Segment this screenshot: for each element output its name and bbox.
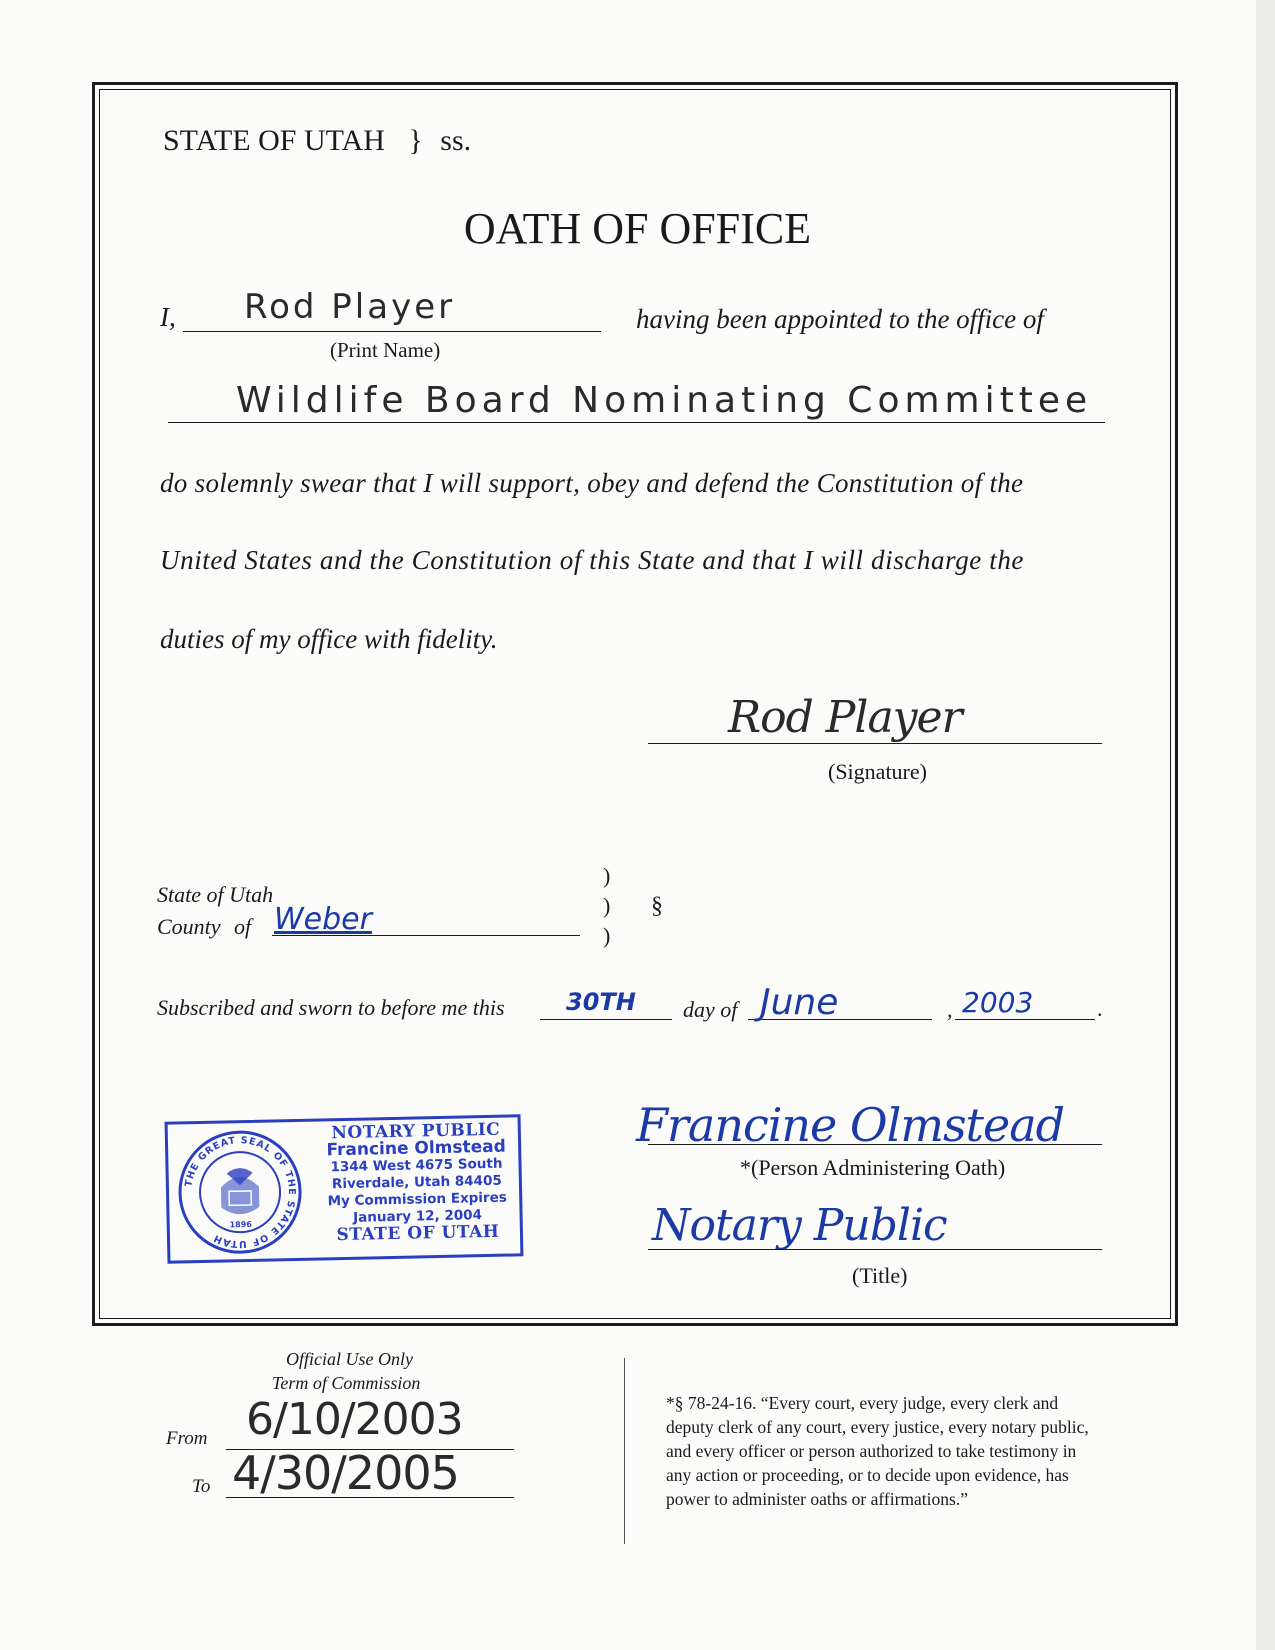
to-handwritten: 4/30/2005 bbox=[232, 1446, 459, 1500]
to-label: To bbox=[192, 1476, 211, 1497]
name-line bbox=[183, 331, 601, 332]
state-heading bbox=[163, 124, 471, 158]
footnote bbox=[666, 1391, 1089, 1511]
oath-body-line-3: duties of my office with fidelity. bbox=[160, 624, 498, 654]
state-brace: } bbox=[408, 124, 423, 157]
oath-body-line-2: United States and the Constitution of this State and that I will discharge the bbox=[160, 545, 1025, 575]
from-label: From bbox=[166, 1428, 208, 1449]
venue-county-label: County of bbox=[157, 914, 252, 939]
footnote-line-1: *§ 78-24-16. “Every court, every judge, every clerk and bbox=[666, 1393, 1059, 1413]
footnote-line-4: any action or proceeding, or to decide upon evidence, has bbox=[666, 1465, 1069, 1485]
footnote-line-2: deputy clerk of any court, every justice, every notary public, bbox=[666, 1417, 1089, 1437]
appointed-text: having been appointed to the office of bbox=[636, 304, 1044, 334]
footnote-line-5: power to administer oaths or affirmations.” bbox=[666, 1489, 968, 1509]
venue-paren-2: ) bbox=[603, 893, 611, 918]
administering-signature: Francine Olmstead bbox=[636, 1098, 1065, 1152]
sworn-period: . bbox=[1097, 996, 1103, 1021]
state-label: STATE OF UTAH bbox=[163, 124, 385, 157]
title-line bbox=[648, 1249, 1102, 1250]
stamp-title: NOTARY PUBLIC bbox=[331, 1119, 501, 1144]
month-handwritten: June bbox=[760, 982, 839, 1023]
oath-body-line-1: do solemnly swear that I will support, obey and defend the Constitution of the bbox=[160, 468, 1024, 498]
term-heading: Term of Commission bbox=[272, 1373, 421, 1393]
signature-caption: (Signature) bbox=[828, 759, 927, 784]
sworn-prefix: Subscribed and sworn to before me this bbox=[157, 995, 505, 1020]
title-handwritten: Notary Public bbox=[652, 1200, 947, 1251]
document-title: OATH OF OFFICE bbox=[463, 204, 812, 253]
county-handwritten: Weber bbox=[274, 902, 372, 937]
day-handwritten: 30TH bbox=[566, 988, 636, 1016]
venue-paren-3: ) bbox=[603, 923, 611, 948]
name-handwritten: Rod Player bbox=[244, 287, 456, 327]
year-handwritten: 2003 bbox=[962, 986, 1034, 1019]
year-comma: , bbox=[947, 997, 953, 1022]
stamp-expires: January 12, 2004 bbox=[353, 1207, 483, 1226]
official-use-heading: Official Use Only bbox=[286, 1349, 413, 1369]
footnote-line-3: and every officer or person authorized to take testimony in bbox=[666, 1441, 1077, 1461]
administering-caption: *(Person Administering Oath) bbox=[740, 1155, 1006, 1180]
section-symbol: § bbox=[651, 893, 663, 919]
stamp-address-1: 1344 West 4675 South bbox=[330, 1155, 503, 1176]
stamp-text bbox=[316, 1121, 518, 1244]
year-line bbox=[955, 1019, 1095, 1020]
i-label: I, bbox=[160, 302, 176, 332]
day-of-label: day of bbox=[683, 997, 738, 1022]
ss-label: ss. bbox=[440, 124, 472, 157]
signature-line bbox=[648, 743, 1102, 744]
notary-stamp bbox=[165, 1114, 524, 1263]
seal-year: 1896 bbox=[229, 1219, 252, 1230]
stamp-notary-name: Francine Olmstead bbox=[326, 1136, 507, 1161]
footer-divider bbox=[624, 1358, 625, 1544]
stamp-state: STATE OF UTAH bbox=[336, 1221, 500, 1246]
great-seal-icon bbox=[176, 1128, 305, 1257]
oath-signature: Rod Player bbox=[728, 692, 962, 743]
day-line bbox=[540, 1019, 672, 1020]
office-line bbox=[168, 422, 1105, 423]
stamp-commission: My Commission Expires bbox=[327, 1189, 507, 1210]
from-handwritten: 6/10/2003 bbox=[246, 1394, 463, 1445]
stamp-address-2: Riverdale, Utah 84405 bbox=[331, 1172, 502, 1193]
seal-ring-text: THE GREAT SEAL OF THE STATE OF UTAH bbox=[183, 1135, 298, 1250]
administering-line bbox=[648, 1144, 1102, 1145]
venue-paren-1: ) bbox=[603, 863, 611, 888]
office-handwritten: Wildlife Board Nominating Committee bbox=[236, 380, 1093, 421]
title-caption: (Title) bbox=[852, 1263, 908, 1288]
print-name-caption: (Print Name) bbox=[330, 338, 441, 362]
venue-state: State of Utah bbox=[157, 882, 274, 907]
